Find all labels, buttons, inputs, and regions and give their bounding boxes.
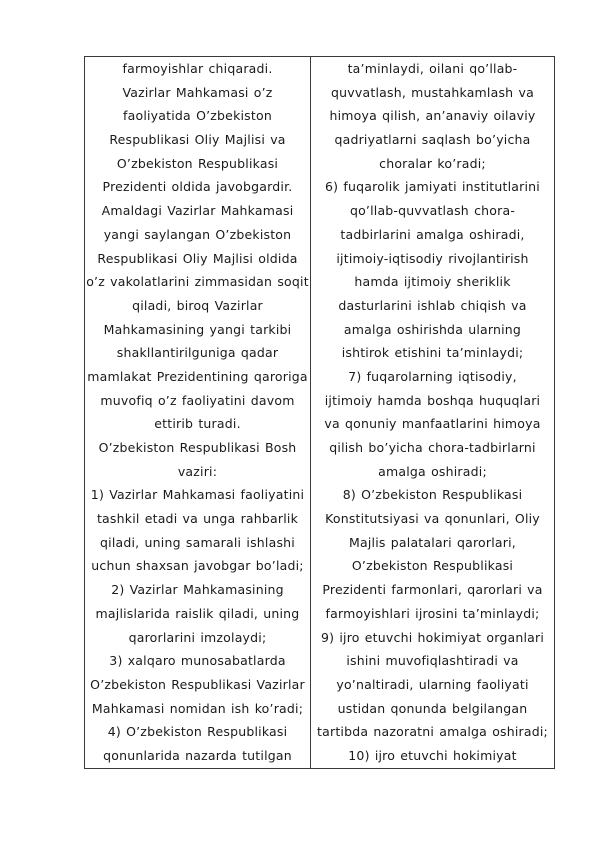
- text-line: 1) Vazirlar Mahkamasi faoliyatini: [90, 487, 305, 503]
- text-line: qonunlarida nazarda tutilgan: [103, 747, 292, 763]
- text-line: majlislarida raislik qiladi, uning: [95, 605, 300, 621]
- text-line: 2) Vazirlar Mahkamasining: [111, 582, 284, 598]
- text-line: Konstitutsiyasi va qonunlari, Oliy: [325, 511, 540, 527]
- text-line: Mahkamasi nomidan ish ko’radi;: [91, 700, 304, 716]
- text-line: faoliyatida O’zbekiston: [123, 108, 272, 124]
- text-line: qadriyatlarni saqlash bo’yicha: [334, 132, 531, 148]
- text-line: tashkil etadi va unga rahbarlik: [96, 511, 299, 527]
- text-line: yangi saylangan O’zbekiston: [103, 226, 292, 242]
- text-line: 6) fuqarolik jamiyati institutlarini: [325, 179, 540, 195]
- text-line: ijtimoiy hamda boshqa huquqlari: [324, 392, 541, 408]
- table-row: [85, 57, 555, 769]
- text-line: ishtirok etishini ta’minlaydi;: [341, 345, 524, 361]
- text-line: Respublikasi Oliy Majlisi va: [109, 132, 286, 148]
- text-line: himoya qilish, an’anaviy oilaviy: [329, 108, 536, 124]
- text-line: amalga oshiradi;: [378, 463, 487, 479]
- text-line: vaziri:: [177, 463, 218, 479]
- text-line: ijtimoiy-iqtisodiy rivojlantirish: [336, 250, 529, 266]
- text-line: ettirib turadi.: [154, 416, 241, 432]
- text-line: O’zbekiston Respublikasi Bosh: [98, 440, 297, 455]
- document-table: [84, 56, 555, 769]
- text-line: muvofiq o’z faoliyatini davom: [100, 392, 295, 408]
- left-column-text: [85, 57, 310, 768]
- text-line: mamlakat Prezidentining qaroriga: [87, 368, 308, 384]
- text-line: qilish bo’yicha chora-tadbirlarni: [329, 440, 536, 455]
- text-line: Amaldagi Vazirlar Mahkamasi: [101, 203, 294, 219]
- text-line: O’zbekiston Respublikasi Vazirlar: [90, 676, 305, 692]
- text-line: 9) ijro etuvchi hokimiyat organlari: [320, 629, 545, 645]
- text-line: uchun shaxsan javobgar bo’ladi;: [91, 558, 304, 574]
- text-line: shakllantirilguniga qadar: [116, 345, 279, 361]
- text-line: farmoyishlari ijrosini ta’minlaydi;: [325, 605, 540, 621]
- text-line: qarorlarini imzolaydi;: [128, 629, 267, 645]
- text-line: amalga oshirishda ularning: [343, 321, 522, 337]
- text-line: farmoyishlar chiqaradi.: [122, 61, 273, 76]
- text-line: o’z vakolatlarini zimmasidan soqit: [86, 274, 309, 290]
- text-line: tartibda nazoratni amalga oshiradi;: [317, 724, 548, 740]
- text-line: O’zbekiston Respublikasi: [116, 155, 279, 171]
- text-line: Prezidenti oldida javobgardir.: [102, 179, 293, 195]
- text-line: ishini muvofiqlashtiradi va: [346, 653, 519, 669]
- text-line: 10) ijro etuvchi hokimiyat: [348, 747, 517, 763]
- text-line: qiladi, uning samarali ishlashi: [100, 534, 295, 550]
- text-line: 3) xalqaro munosabatlarda: [109, 653, 286, 669]
- text-line: yo’naltiradi, ularning faoliyati: [336, 676, 529, 692]
- text-line: choralar ko’radi;: [379, 155, 486, 171]
- text-line: 4) O’zbekiston Respublikasi: [107, 724, 288, 740]
- text-line: quvvatlash, mustahkamlash va: [331, 84, 534, 100]
- text-line: ustidan qonunda belgilangan: [337, 700, 528, 716]
- right-column-text: [311, 57, 554, 768]
- text-line: qiladi, biroq Vazirlar: [132, 297, 263, 313]
- text-line: va qonuniy manfaatlarini himoya: [324, 416, 541, 432]
- right-column-cell: [311, 57, 555, 769]
- text-line: Prezidenti farmonlari, qarorlari va: [322, 582, 543, 598]
- text-line: ta’minlaydi, oilani qo’llab-: [347, 61, 518, 76]
- text-line: qo’llab-quvvatlash chora-: [349, 203, 516, 219]
- text-line: 7) fuqarolarning iqtisodiy,: [348, 368, 517, 384]
- text-line: 8) O’zbekiston Respublikasi: [342, 487, 523, 503]
- text-line: hamda ijtimoiy sheriklik: [354, 274, 511, 290]
- text-line: Respublikasi Oliy Majlisi oldida: [97, 250, 298, 266]
- text-line: Mahkamasining yangi tarkibi: [103, 321, 292, 337]
- text-line: O’zbekiston Respublikasi: [351, 558, 514, 574]
- text-line: Vazirlar Mahkamasi o’z: [122, 84, 273, 100]
- left-column-cell: [85, 57, 311, 769]
- text-line: Majlis palatalari qarorlari,: [349, 534, 516, 550]
- text-line: tadbirlarini amalga oshiradi,: [340, 226, 525, 242]
- text-line: dasturlarini ishlab chiqish va: [338, 297, 527, 313]
